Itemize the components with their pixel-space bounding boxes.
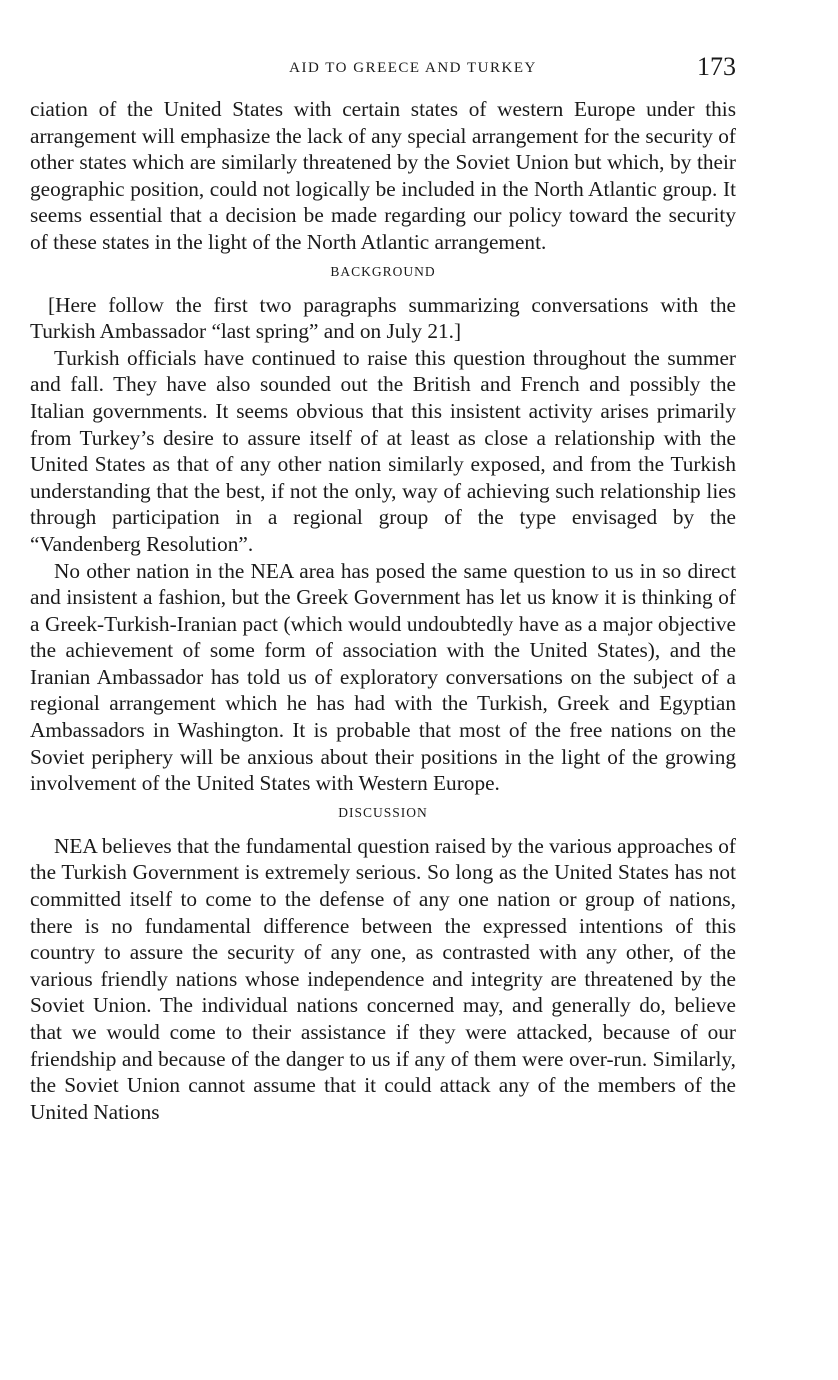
running-head: AID TO GREECE AND TURKEY [289, 60, 537, 76]
section-heading-background: BACKGROUND [330, 263, 436, 279]
paragraph-nea-area: No other nation in the NEA area has posed the same question to us in so direct and insistent a fashion, but the Greek Government has let us know it is thinking of a Greek-Turkish-Iranian pact (which would undoubtedly have as a major objective the achievement of some form of association with the United States), and the Iranian Ambassador has told us of exploratory conversations on the subject of a regional arrangement which he has had with the Turkish, Greek and Egyptian Ambassadors in Washington. It is probable that most of the free nations on the Soviet periphery will be anxious about their positions in the light of the growing involvement of the United States with Western Europe. [30, 558, 736, 796]
paragraph-continuation: ciation of the United States with certain states of western Europe under this arrangement will emphasize the lack of any special arrangement for the security of other states which are similarly threatened by the Soviet Union but which, by their geographic position, could not logically be included in the North Atlantic group. It seems essential that a decision be made regarding our policy toward the security of these states in the light of the North Atlantic arrangement. [30, 97, 736, 254]
paragraph-nea-believes: NEA believes that the fundamental question raised by the various approaches of the Turkish Government is extremely serious. So long as the United States has not committed itself to come to the defense of any one nation or group of nations, there is no fundamental difference between the expressed intentions of this country to assure the security of any one, as contrasted with any other, of the various friendly nations whose independence and integrity are threatened by the Soviet Union. The individual nations concerned may, and generally do, believe that we would come to their assistance if they were attacked, because of our friendship and because of the danger to us if any of them were over-run. Similarly, the Soviet Union cannot assume that it could attack any of the members of the United Nations [30, 833, 736, 1124]
document-page [30, 52, 736, 1125]
page-number: 173 [697, 52, 736, 81]
section-heading-discussion: DISCUSSION [338, 804, 428, 820]
paragraph-turkish-officials: Turkish officials have continued to raise this question throughout the summer and fall. They have also sounded out the British and French and possibly the Italian governments. It seems obvious that this insistent activity arises primarily from Turkey’s desire to assure itself of at least as close a relationship with the United States as that of any other nation similarly exposed, and from the Turkish understanding that the best, if not the only, way of achieving such relationship lies through participation in a regional group of the type envisaged by the “Vandenberg Resolution”. [30, 345, 736, 556]
page-header [30, 52, 736, 86]
paragraph-editorial-note: [Here follow the first two paragraphs summarizing conversations with the Turkish Ambassador “last spring” and on July 21.] [30, 292, 736, 344]
